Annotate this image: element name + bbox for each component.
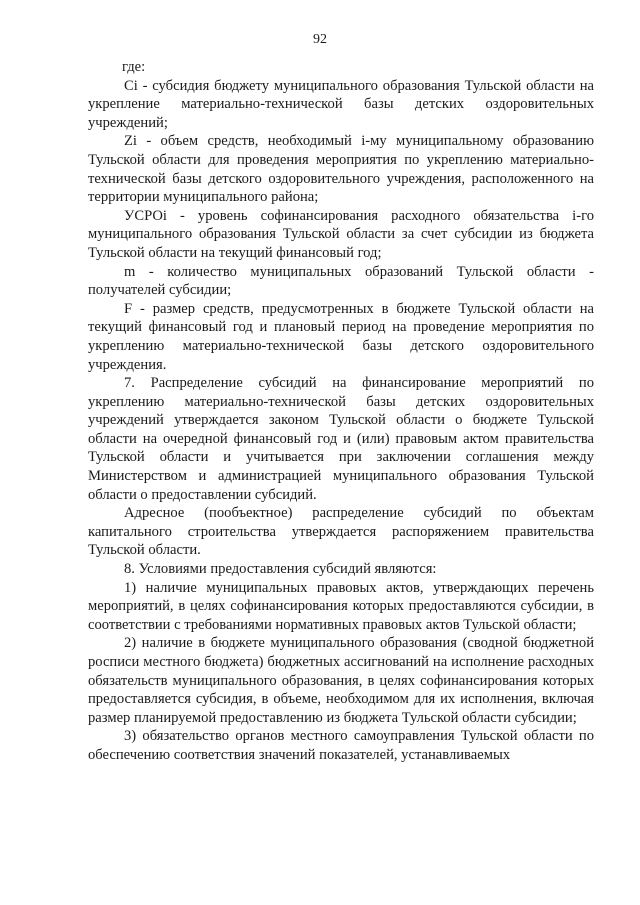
paragraph-condition-2: 2) наличие в бюджете муниципального образования (сводной бюджетной росписи местного бюджета) бюджетных ассигнований на исполнение расходных обязательств муниципального образования, в целях софинансирования которых предоставляется субсидия, в объеме, необходимом для их исполнения, включая размер планируемой предоставлению из бюджета Тульской области субсидии; xyxy=(88,635,594,726)
paragraph-ci-definition: Ci - субсидия бюджету муниципального образования Тульской области на укрепление материально-технической базы детских оздоровительных учреждений; xyxy=(88,77,594,131)
paragraph-m-definition: m - количество муниципальных образований Тульской области - получателей субсидии; xyxy=(88,263,594,299)
paragraph-where: где: xyxy=(122,59,146,75)
paragraph-usroi-definition: УСРОi - уровень софинансирования расходного обязательства i-го муниципального образования Тульской области за счет субсидии из бюджета Тульской области на текущий финансовый год; xyxy=(88,207,594,261)
paragraph-f-definition: F - размер средств, предусмотренных в бюджете Тульской области на текущий финансовый год и плановый период на проведение мероприятия по укреплению материально-технической базы детского оздоровительного учреждения. xyxy=(88,300,594,373)
document-body xyxy=(88,58,594,765)
paragraph-address-distribution: Адресное (пообъектное) распределение субсидий по объектам капитального строительства утверждается распоряжением правительства Тульской области. xyxy=(88,505,594,559)
paragraph-condition-3: 3) обязательство органов местного самоуправления Тульской области по обеспечению соответствия значений показателей, устанавливаемых xyxy=(88,728,594,763)
paragraph-condition-1: 1) наличие муниципальных правовых актов, утверждающих перечень мероприятий, в целях софинансирования которых предоставляются субсидии, в соответствии с требованиями нормативных правовых актов Тульской области; xyxy=(88,579,594,633)
paragraph-item-7: 7. Распределение субсидий на финансирование мероприятий по укреплению материально-технической базы детских оздоровительных учреждений утверждается законом Тульской области о бюджете Тульской области на очередной финансовый год и (или) правовым актом правительства Тульской области и учитывается при заключении соглашения между Министерством и администрацией муниципального образования Тульской области о предоставлении субсидий. xyxy=(88,375,594,503)
paragraph-zi-definition: Zi - объем средств, необходимый i-му муниципальному образованию Тульской области для проведения мероприятия по укреплению материально-технической базы детского оздоровительного учреждения, расположенного на территории муниципального района; xyxy=(88,133,594,206)
page-number: 92 xyxy=(313,32,327,47)
paragraph-item-8: 8. Условиями предоставления субсидий являются: xyxy=(124,561,437,578)
